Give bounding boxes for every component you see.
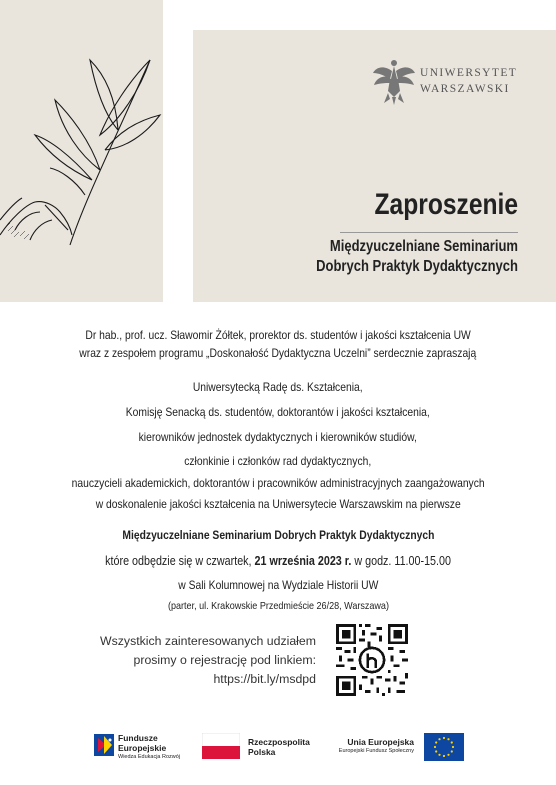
event-date-line — [0, 554, 556, 568]
date-prefix: które odbędzie się w czwartek, — [105, 554, 252, 568]
registration-text — [100, 632, 316, 689]
registration-link[interactable]: https://bit.ly/msdpd — [213, 672, 316, 686]
intro-line1: Dr hab., prof. ucz. Sławomir Żółtek, prorektor ds. studentów i jakości kształcenia UW — [85, 328, 471, 342]
rp-line1: Rzeczpospolita — [248, 737, 310, 747]
fe-logo-icon — [92, 730, 118, 760]
footer-logos — [0, 725, 556, 775]
ue-line1: Unia Europejska — [347, 737, 414, 747]
event-date: 21 września 2023 r. — [254, 554, 352, 568]
plant-sketch-icon — [0, 30, 165, 260]
rp-logo — [202, 733, 312, 761]
invitee-item: członkinie i członków rad dydaktycznych, — [184, 454, 372, 468]
university-eagle-icon — [372, 57, 416, 107]
page-subtitle — [266, 237, 518, 277]
invitee-item: Komisję Senacką ds. studentów, doktorantów i jakości kształcenia, — [125, 405, 431, 419]
header-white-column — [163, 0, 193, 302]
event-name: Międzyuczelniane Seminarium Dobrych Praktyk Dydaktycznych — [121, 528, 434, 542]
event-venue: w Sali Kolumnowej na Wydziale Historii UW — [177, 578, 379, 592]
invitee-item: kierowników jednostek dydaktycznych i kierowników studiów, — [138, 430, 418, 444]
pl-flag-icon — [202, 733, 240, 759]
invitee-item: w doskonalenie jakości kształcenia na Uniwersytecie Warszawskim na pierwsze — [95, 497, 461, 511]
subtitle-line2: Dobrych Praktyk Dydaktycznych — [316, 258, 518, 275]
registration-line1: Wszystkich zainteresowanych udziałem — [100, 634, 316, 648]
intro-line2: wraz z zespołem programu „Doskonałość Dydaktyczna Uczelni” serdecznie zapraszają — [79, 346, 477, 360]
invitee-item: nauczycieli akademickich, doktorantów i pracowników administracyjnych zaangażowanych — [71, 476, 485, 490]
registration-line2: prosimy o rejestrację pod linkiem: — [133, 653, 316, 667]
fe-logo — [92, 730, 192, 764]
invitee-item: Uniwersytecką Radę ds. Kształcenia, — [193, 380, 363, 394]
rp-line2: Polska — [248, 747, 276, 757]
fe-line3: Wiedza Edukacja Rozwój — [118, 754, 181, 760]
university-logo — [372, 57, 522, 107]
ue-line2: Europejski Fundusz Społeczny — [338, 748, 414, 754]
subtitle-line1: Międzyuczelniane Seminarium — [329, 238, 518, 255]
page-title: Zaproszenie — [374, 188, 518, 221]
university-name-line1: UNIWERSYTET — [420, 67, 518, 79]
university-name-line2: WARSZAWSKI — [420, 83, 510, 95]
fe-line1: Fundusze — [118, 733, 158, 743]
qr-code-icon[interactable] — [336, 624, 408, 696]
ue-logo — [336, 730, 466, 764]
fe-line2: Europejskie — [118, 743, 167, 753]
title-divider — [340, 232, 518, 233]
event-address: (parter, ul. Krakowskie Przedmieście 26/28, Warszawa) — [167, 600, 389, 612]
eu-flag-icon — [424, 733, 464, 761]
date-suffix: w godz. 11.00-15.00 — [354, 554, 451, 568]
